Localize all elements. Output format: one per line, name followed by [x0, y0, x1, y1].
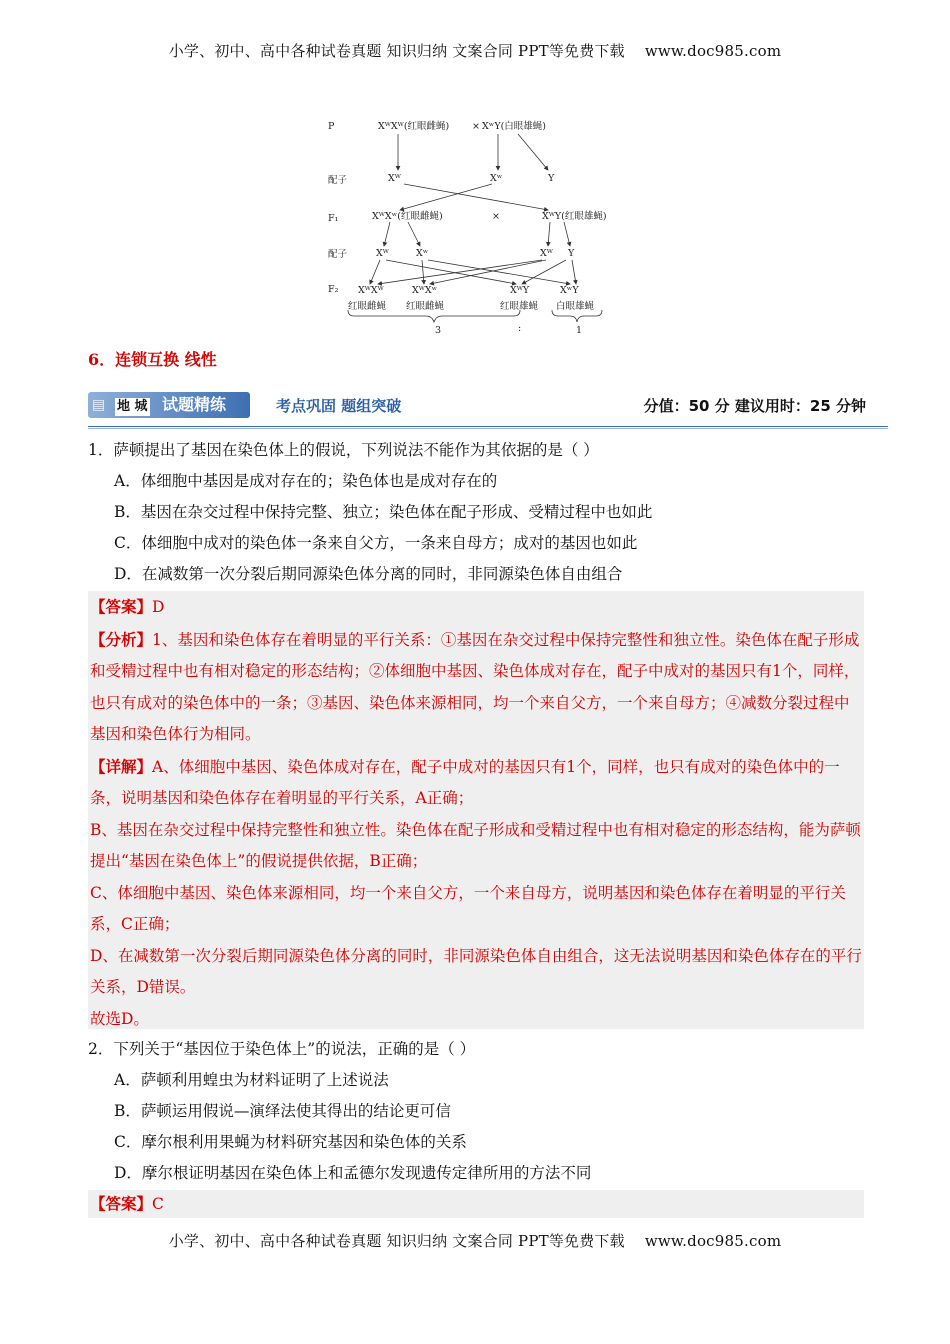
row-gamete: 配子 — [328, 175, 348, 186]
f1-female: XᵂXʷ(红眼雌蝇) — [372, 211, 443, 222]
genetic-cross-diagram — [320, 110, 620, 342]
section-6-heading: 6．连锁互换 线性 — [88, 350, 217, 369]
arrow — [408, 222, 420, 246]
answer-value: D — [152, 598, 165, 616]
banner-subject: 地 城 — [117, 399, 148, 414]
question-2-option-b: B．萨顿运用假说—演绎法使其得出的结论更可信 — [114, 1102, 451, 1120]
arrow — [548, 222, 550, 246]
footer-text: 小学、初中、高中各种试卷真题 知识归纳 文案合同 PPT等免费下载 — [168, 1232, 625, 1250]
f2-phenotype-a: 红眼雌蝇 — [348, 301, 387, 312]
p-cross: × — [472, 121, 480, 132]
arrow — [404, 184, 548, 210]
header-site: www.doc985.com — [644, 42, 782, 60]
row-p: P — [328, 121, 335, 132]
row-gamete-2: 配子 — [328, 249, 348, 260]
ratio-colon: : — [518, 323, 522, 334]
question-2-option-a: A．萨顿利用蝗虫为材料证明了上述说法 — [114, 1071, 389, 1089]
f2-phenotype-c: 红眼雄蝇 — [500, 301, 539, 312]
gamete-4: Xᵂ — [376, 248, 389, 259]
ratio-3: 3 — [435, 325, 442, 336]
f2-phenotype-b: 红眼雌蝇 — [406, 301, 445, 312]
arrow — [572, 260, 576, 284]
f1-cross: × — [492, 211, 500, 222]
question-2-answer-box — [88, 1190, 864, 1218]
banner-title: 试题精练 — [162, 395, 227, 414]
gamete-7: Y — [568, 248, 575, 259]
arrow — [518, 134, 548, 170]
detail-label: 【详解】 — [90, 756, 153, 776]
footer-site: www.doc985.com — [644, 1232, 782, 1250]
f2-genotype-b: XᵂXʷ — [412, 285, 438, 296]
book-icon: ▤ — [92, 397, 106, 413]
gamete-5: Xʷ — [416, 248, 429, 259]
page-header — [0, 40, 950, 61]
question-1-option-a: A．体细胞中基因是成对存在的；染色体也是成对存在的 — [114, 472, 498, 490]
gamete-1: Xᵂ — [388, 173, 401, 184]
detail-a-text: A、体细胞中基因、染色体成对存在，配子中成对的基因只有1个，同样，也只有成对的染色体中的一条，说明基因和染色体存在着明显的平行关系，A正确； — [90, 757, 840, 807]
banner-meta: 分值：50 分 建议用时：25 分钟 — [643, 397, 866, 415]
answer-line — [88, 591, 864, 624]
row-f2: F₂ — [328, 284, 339, 295]
arrow — [384, 222, 390, 246]
section-banner — [88, 392, 888, 432]
detail-para-c: C、体细胞中基因、染色体来源相同，均一个来自父方，一个来自母方，说明基因和染色体存在着明显的平行关系，C正确； — [90, 883, 846, 933]
question-2-option-d: D．摩尔根证明基因在染色体上和孟德尔发现遗传定律所用的方法不同 — [114, 1164, 592, 1182]
analysis-label: 【分析】 — [90, 629, 153, 649]
question-1-option-d: D．在减数第一次分裂后期同源染色体分离的同时，非同源染色体自由组合 — [114, 565, 623, 583]
answer-value: C — [152, 1195, 164, 1213]
analysis-para — [88, 624, 864, 751]
banner-divider — [88, 426, 888, 427]
arrow — [370, 260, 380, 284]
row-f1: F₁ — [328, 213, 339, 224]
answer-label: 【答案】 — [90, 1194, 153, 1213]
question-2-stem: 2．下列关于“基因位于染色体上”的说法，正确的是（ ） — [88, 1040, 476, 1058]
banner-tagline: 考点巩固 题组突破 — [276, 397, 402, 415]
detail-para-a — [88, 751, 864, 815]
page-footer — [0, 1230, 950, 1251]
ratio-1: 1 — [576, 325, 583, 336]
question-1-option-b: B．基因在杂交过程中保持完整、独立；染色体在配子形成、受精过程中也如此 — [114, 503, 653, 521]
arrow — [378, 260, 542, 284]
gamete-6: Xᵂ — [540, 248, 553, 259]
header-text: 小学、初中、高中各种试卷真题 知识归纳 文案合同 PPT等免费下载 — [168, 42, 625, 60]
answer-label: 【答案】 — [90, 597, 153, 616]
detail-para-b: B、基因在杂交过程中保持完整性和独立性。染色体在配子形成和受精过程中也有相对稳定的形态结构，能为萨顿提出“基因在染色体上”的假说提供依据，B正确； — [90, 820, 861, 870]
arrow — [564, 222, 570, 246]
analysis-text: 1、基因和染色体存在着明显的平行关系：①基因在杂交过程中保持完整性和独立性。染色体在配子形成和受精过程中也有相对稳定的形态结构；②体细胞中基因、染色体成对存在，配子中成对的基因只有1个，同样，也只有成对的染色体中的一条；③基因、染色体来源相同，均一个来自父方，一个来自母方；④减数分裂过程中基因和染色体行为相同。 — [90, 630, 860, 743]
p-female: XᵂXᵂ(红眼雌蝇) — [378, 121, 450, 132]
question-2-option-c: C．摩尔根利用果蝇为材料研究基因和染色体的关系 — [114, 1133, 467, 1151]
question-1-option-c: C．体细胞中成对的染色体一条来自父方，一条来自母方；成对的基因也如此 — [114, 534, 638, 552]
gamete-2: Xʷ — [490, 173, 503, 184]
answer-line — [88, 1190, 864, 1218]
f1-male: XᵂY(红眼雄蝇) — [542, 211, 607, 222]
detail-para-d: D、在减数第一次分裂后期同源染色体分离的同时，非同源染色体自由组合，这无法说明基因和染色体存在的平行关系，D错误。 — [90, 946, 862, 996]
f2-genotype-d: XʷY — [560, 285, 579, 296]
p-male: XʷY(白眼雄蝇) — [482, 121, 547, 132]
conclusion: 故选D。 — [90, 1009, 149, 1028]
f2-genotype-c: XᵂY — [510, 285, 530, 296]
arrow — [422, 260, 424, 284]
question-1-stem: 1．萨顿提出了基因在染色体上的假说，下列说法不能作为其依据的是（ ） — [88, 441, 599, 459]
gamete-3: Y — [548, 173, 555, 184]
f2-genotype-a: XᵂXᵂ — [358, 285, 384, 296]
banner-divider-light — [88, 428, 888, 429]
question-1-answer-box — [88, 591, 864, 1029]
f2-phenotype-d: 白眼雄蝇 — [556, 301, 595, 312]
